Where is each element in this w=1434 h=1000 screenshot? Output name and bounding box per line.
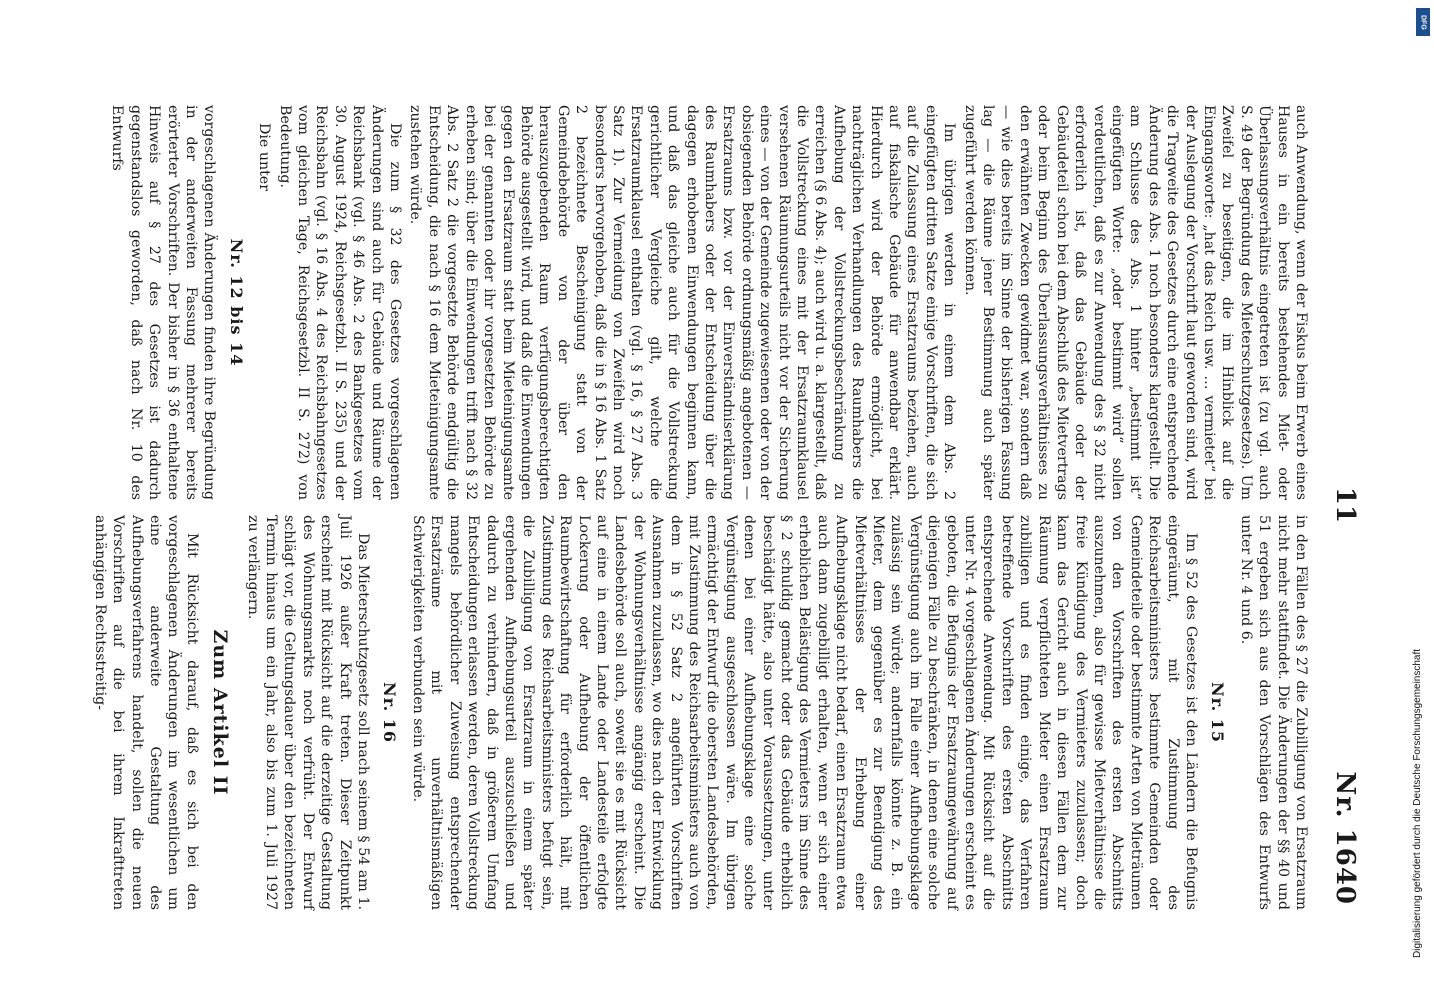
- page-header: [1320, 105, 1360, 905]
- right-column: [88, 515, 1310, 910]
- paragraph: Im übrigen werden in einem dem Abs. 2 eingefügten dritten Satze einige Vorschriften, die sich auf die Zulassung eines Ersatzraums beziehen, auch auf fiskalische Gebäude für anwendbar erklärt. Hierdurch wird der Behörde ermöglicht, bei nachträglichen Verhandlungen des Raumhabers die Aufhebung der Vollstreckungsbeschränkung zu erreichen (§ 6 Abs. 4); auch wird u. a. klargestellt, daß die Vollstreckung eines mit der Ersatzraumklausel versehenen Räumungsurteils nicht vor der Sicherung eines — von der Gemeinde zugewiesenen oder von der obsiegenden Behörde ordnungsmäßig angebotenen — Ersatzraums bzw. vor der Einverständniserklärung des Raumhabers oder der Entscheidung über die dagegen erhobenen Einwendungen beginnen kann, und daß das gleiche auch für die Vollstreckung gerichtlicher Vergleiche gilt, welche die Ersatzraumklausel enthalten (vgl. § 16, § 27 Abs. 3 Satz 1). Zur Vermeidung von Zweifeln wird noch besonders hervorgehoben, daß die in § 16 Abs. 1 Satz 2 bezeichnete Bescheinigung statt von der Gemeindebehörde von der über den herauszugebenden Raum verfügungsberechtigten Behörde ausgestellt wird, und daß die Einwendungen gegen den Ersatzraum statt beim Mieteinigungsamte bei der genannten oder ihr vorgesetzten Behörde zu erheben sind; über die Einwendungen trifft nach § 32 Abs. 2 Satz 2 die vorgesetzte Behörde endgültig die Entscheidung, die nach § 16 dem Mieteinigungsamte zustehen würde.: [407, 105, 958, 500]
- paragraph: in den Fällen des § 27 die Zubilligung von Ersatzraum nicht mehr stattfindet. Die Änderungen der §§ 40 und 51 ergeben sich aus den Vorschlägen des Entwurfs unter Nr. 4 und 6.: [1237, 515, 1309, 910]
- section-heading-article-2: Zum Artikel II: [209, 629, 232, 796]
- paragraph: Im § 52 des Gesetzes ist den Ländern die Befugnis eingeräumt, mit Zustimmung des Reichsarbeitsministers bestimmte Gemeinden oder Gemeindeteile oder bestimmte Arten von Mieträumen von den Vorschriften des ersten Abschnitts auszunehmen, also für gewisse Mietverhältnisse die freie Kündigung des Vermieters zuzulassen; doch kann das Gericht auch in diesen Fällen dem zur Räumung verpflichteten Mieter einen Ersatzraum zubilligen und es finden einige, das Verfahren betreffende Vorschriften des ersten Abschnitts entsprechende Anwendung. Mit Rücksicht auf die unter Nr. 4 vorgeschlagenen Änderungen erscheint es geboten, die Befugnis der Ersatzraumgewährung auf diejenigen Fälle zu beschränken, in denen eine solche Vergünstigung auch im Falle einer Aufhebungsklage zulässig sein würde; andernfalls könnte z. B. ein Mieter, dem gegenüber es zur Beendigung des Mietverhältnisses der Erhebung einer Aufhebungsklage nicht bedarf, einen Ersatzraum etwa auch dann zugebilligt erhalten, wenn er sich einer erheblichen Belästigung des Vermieters im Sinne des § 2 schuldig gemacht oder das Gebäude erheblich beschädigt hätte, also unter Voraussetzungen, unter denen bei einer Aufhebungsklage eine solche Vergünstigung ausgeschlossen wäre. Im übrigen ermächtigt der Entwurf die obersten Landesbehörden, mit Zustimmung des Reichsarbeitsministers auch von dem in § 52 Satz 2 angeführten Vorschriften Ausnahmen zuzulassen, wo dies nach der Entwicklung der Wohnungsverhältnisse angängig erscheint. Die Landesbehörde soll auch, soweit sie es mit Rücksicht auf eine in einem Lande oder Landesteile erfolgte Lockerung oder Aufhebung der öffentlichen Raumbewirtschaftung für erforderlich hält, mit Zustimmung des Reichsarbeitsministers befugt sein, die Zubilligung von Ersatzraum in einem später ergehenden Aufhebungsurteil auszuschließen und dadurch zu verhindern, daß in größerem Umfang Entscheidungen erlassen werden, deren Vollstreckung mangels behördlicher Zuweisung entsprechender Ersatzräume mit unverhältnismäßigen Schwierigkeiten verbunden sein würde.: [409, 515, 1199, 910]
- document-number: Nr. 1640: [1330, 771, 1360, 905]
- page-upright: [40, 65, 1380, 945]
- funding-note-text: Digitalisierung gefördert durch die Deutsche Forschungsgemeinschaft: [1412, 648, 1423, 958]
- left-column: [106, 105, 1310, 500]
- section-heading-16: Nr. 16: [380, 682, 400, 743]
- section-heading-15: Nr. 15: [1208, 682, 1228, 743]
- lead-in: Die unter: [256, 123, 273, 191]
- paragraph: vorgeschlagenen Änderungen finden ihre Begründung in der anderweiten Fassung mehrerer bereits erörterter Vorschriften. Der bisher in § 36 enthaltene Hinweis auf § 27 des Gesetzes ist dadurch gegenstandslos geworden, daß nach Nr. 10 des Entwurfs: [109, 105, 218, 500]
- page-number: 11: [1330, 486, 1360, 524]
- paragraph: Die zum § 32 des Gesetzes vorgeschlagenen Änderungen sind auch für Gebäude und Räume der Reichsbank (vgl. § 46 Abs. 2 des Bankgesetzes vom 30. August 1924, Reichsgesetzbl. II S. 235) und der Reichsbahn (vgl. § 16 Abs. 4 des Reichsbahngesetzes vom gleichen Tage, Reichsgesetzbl. II S. 272) von Bedeutung.: [276, 105, 404, 500]
- paragraph: Mit Rücksicht darauf, daß es sich bei den vorgeschlagenen Änderungen im wesentlichen um eine anderweite Gestaltung des Aufhebungsverfahrens handelt, sollen die neuen Vorschriften auf die bei ihrem Inkrafttreten anhängigen Rechtsstreitig-: [91, 515, 200, 910]
- paragraph: auch Anwendung, wenn der Fiskus beim Erwerb eines Hauses in ein bereits bestehendes Miet- oder Überlassungsverhältnis eingetreten ist (zu vgl. auch S. 49 der Begründung des Mieterschutzgesetzes). Um Zweifel zu beseitigen, die im Hinblick auf die Eingangsworte: „hat das Reich usw. … vermietet“ bei der Auslegung der Vorschrift laut geworden sind, wird die Tragweite des Gesetzes durch eine entsprechende Änderung des Abs. 1 noch besonders klargestellt. Die am Schlusse des Abs. 1 hinter „bestimmt ist“ eingefügten Worte: „oder bestimmt wird“ sollen verdeutlichen, daß es zur Anwendung des § 32 nicht erforderlich ist, daß das Gebäude oder der Gebäudeteil schon bei dem Abschluß des Mietvertrags oder beim Beginn des Überlassungsverhältnisses zu den erwähnten Zwecken gewidmet war, sondern daß — wie dies bereits im Sinne der bisherigen Fassung lag — die Räume jener Bestimmung auch später zugeführt werden können.: [961, 105, 1309, 500]
- funding-note: [1412, 8, 1434, 998]
- section-heading-12-14: Nr. 12 bis 14: [226, 238, 246, 367]
- paragraph: Das Mieterschutzgesetz soll nach seinem § 54 am 1. Juli 1926 außer Kraft treten. Dieser Zeitpunkt erscheint mit Rücksicht auf die derzeitige Gestaltung des Wohnungsmarkts noch verfrüht. Der Entwurf schlägt vor, die Geltungsdauer über den bezeichneten Termin hinaus um ein Jahr, also bis zum 1. Juli 1927 zu verlängern.: [244, 515, 372, 910]
- dfg-logo: DFG: [1416, 8, 1430, 36]
- scanned-page: [40, 65, 1380, 945]
